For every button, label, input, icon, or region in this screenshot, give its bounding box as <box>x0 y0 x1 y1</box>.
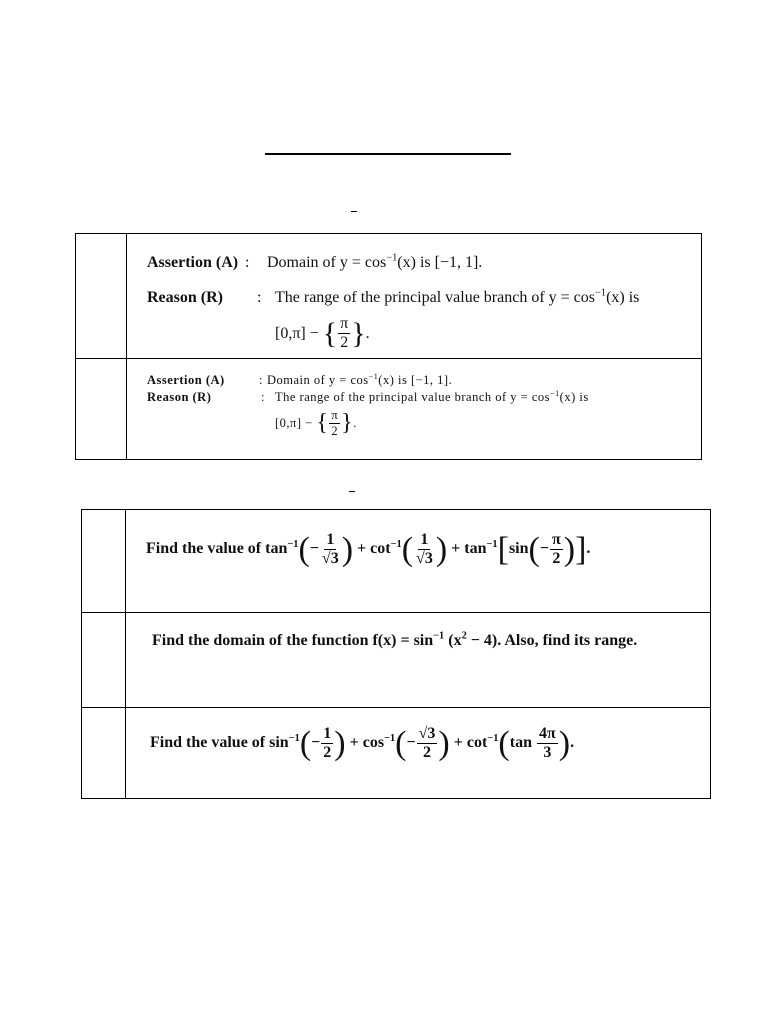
reason-label: Reason (R) <box>147 289 223 306</box>
table-row <box>82 510 711 613</box>
reason-text: The range of the principal value branch of $y = \cos^{-1}(x)$ is <box>275 388 589 404</box>
table-row <box>82 708 711 799</box>
question-number-cell <box>82 708 126 799</box>
colon: : <box>245 254 250 271</box>
table-row <box>76 359 702 460</box>
assertion-label: Assertion (A) <box>147 254 239 271</box>
question-1-text: Find the value of $\tan^{-1}(-$ $\frac{1}{√3}$ ) + $\cot^{-1}$( $\frac{1}{√3}$ ) + $\tan^{-1}[\sin(-$ $\frac{\pi}{2}$ )]. <box>146 530 591 568</box>
question-cell <box>126 613 711 708</box>
assertion-label: Assertion (A) <box>147 373 225 387</box>
section-dash-mark <box>351 211 357 212</box>
assertion-reason-table <box>75 233 702 460</box>
questions-table <box>81 509 711 799</box>
range-set-expression: [0,π] − { $\frac{\pi}{2}$ }. <box>275 315 370 351</box>
range-set-expression: [0,π] − { $\frac{\pi}{2}$ }. <box>275 408 357 438</box>
reason-label: Reason (R) <box>147 390 212 404</box>
colon: : <box>261 390 265 404</box>
question-2-text: Find the domain of the function $f(x) = \sin^{-1} (x^2 - 4)$. Also, find its range. <box>152 630 638 649</box>
colon: : <box>259 373 263 387</box>
question-cell <box>126 708 711 799</box>
question-cell <box>127 234 702 359</box>
question-number-cell <box>76 234 127 359</box>
table-row <box>82 613 711 708</box>
colon: : <box>257 289 262 306</box>
question-cell <box>127 359 702 460</box>
assertion-text: Domain of $y = \cos^{-1}(x)$ is [−1, 1]. <box>267 252 483 271</box>
question-cell <box>126 510 711 613</box>
reason-text: The range of the principal value branch of $y = \cos^{-1}(x)$ is <box>275 287 640 306</box>
table-row <box>76 234 702 359</box>
title-underline <box>265 153 511 155</box>
question-number-cell <box>82 613 126 708</box>
assertion-text: Domain of $y = \cos^{-1}(x)$ is [−1, 1]. <box>267 371 453 387</box>
question-3-text: Find the value of $\sin^{-1}(-$ $\frac{1}{2}$ ) + $\cos^{-1}(-$ $\frac{√3}{2}$ ) + $\cot^{-1}(\tan$ $\frac{4\pi}{3}$ ). <box>150 724 575 762</box>
question-number-cell <box>82 510 126 613</box>
section-dash-mark <box>349 491 355 492</box>
question-number-cell <box>76 359 127 460</box>
